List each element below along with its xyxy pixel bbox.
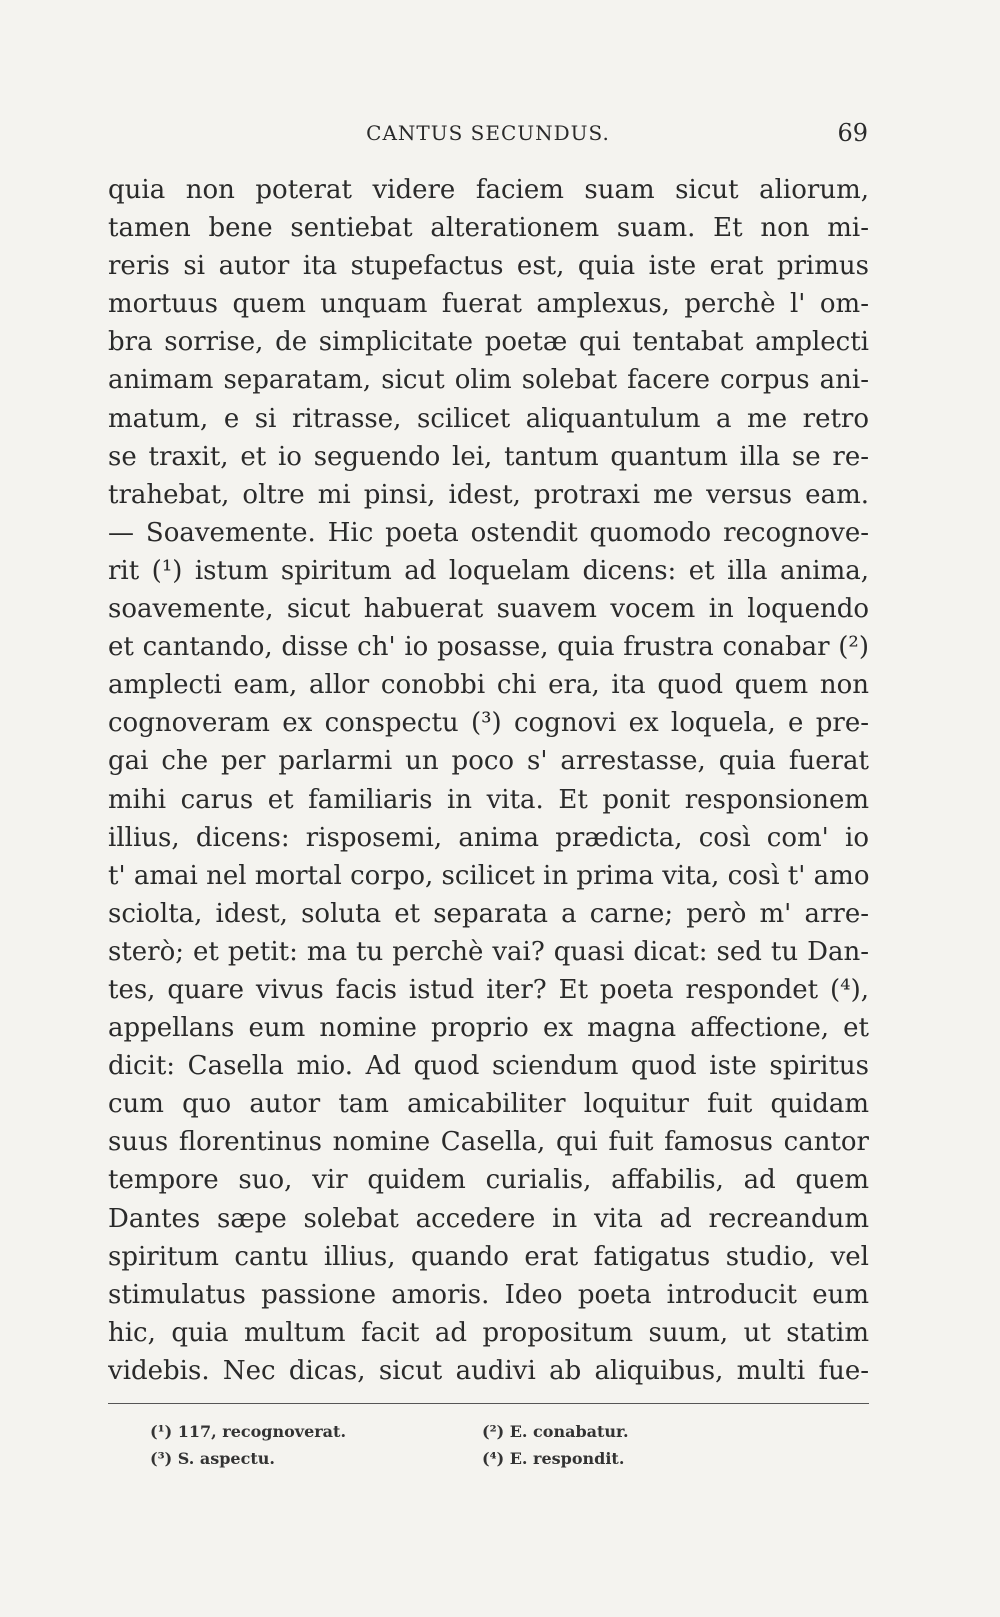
text-line: quia non poterat videre faciem suam sicut aliorum, [108, 175, 869, 205]
text-line: videbis. Nec dicas, sicut audivi ab aliquibus, multi fue- [108, 1355, 869, 1386]
text-line: tamen bene sentiebat alterationem suam. Et non mi- [108, 213, 869, 244]
text-line: stimulatus passione amoris. Ideo poeta introducit eum [108, 1279, 869, 1310]
text-line: tes, quare vivus facis istud iter? Et poeta respondet (⁴), [108, 974, 869, 1005]
text-line: sterò; et petit: ma tu perchè vai? quasi dicat: sed tu Dan- [108, 936, 869, 967]
text-line: hic, quia multum facit ad propositum suum, ut statim [108, 1317, 869, 1348]
text-line: — Soavemente. Hic poeta ostendit quomodo recognove- [108, 517, 869, 548]
footnote-1: (¹) 117, recognoverat. [150, 1422, 347, 1441]
text-line: cognoveram ex conspectu (³) cognovi ex loquela, e pre- [108, 708, 869, 739]
footnote-row [150, 1418, 850, 1445]
text-line: se traxit, et io seguendo lei, tantum quantum illa se re- [108, 441, 869, 472]
page-number: 69 [837, 119, 868, 147]
footnotes [150, 1418, 850, 1472]
text-line: et cantando, disse ch' io posasse, quia frustra conabar (²) [108, 632, 869, 663]
text-line: Dantes sæpe solebat accedere in vita ad recreandum [108, 1203, 869, 1234]
text-line: suus florentinus nomine Casella, qui fuit famosus cantor [108, 1127, 869, 1158]
text-line: cum quo autor tam amicabiliter loquitur fuit quidam [108, 1089, 869, 1120]
footnote-row [150, 1445, 850, 1472]
text-line: appellans eum nomine proprio ex magna affectione, et [108, 1013, 869, 1044]
text-line: mihi carus et familiaris in vita. Et ponit responsionem [108, 784, 869, 815]
text-line: animam separatam, sicut olim solebat facere corpus ani- [108, 365, 869, 396]
text-line: tempore suo, vir quidem curialis, affabilis, ad quem [108, 1165, 869, 1196]
text-line: reris si autor ita stupefactus est, quia iste erat primus [108, 251, 869, 282]
text-line: illius, dicens: risposemi, anima prædicta, così com' io [108, 822, 869, 853]
text-line: bra sorrise, de simplicitate poetæ qui tentabat amplecti [108, 327, 869, 358]
text-line: dicit: Casella mio. Ad quod sciendum quod iste spiritus [108, 1051, 869, 1082]
footnote-rule [108, 1403, 869, 1404]
text-line: mortuus quem unquam fuerat amplexus, perchè l' om- [108, 289, 869, 320]
page-header [108, 121, 868, 151]
text-line: sciolta, idest, soluta et separata a carne; però m' arre- [108, 898, 869, 929]
body-text [108, 171, 869, 1390]
text-line: trahebat, oltre mi pinsi, idest, protraxi me versus eam. [108, 479, 869, 510]
footnote-4: (⁴) E. respondit. [482, 1449, 625, 1468]
text-line: rit (¹) istum spiritum ad loquelam dicens: et illa anima, [108, 555, 869, 586]
text-line: gai che per parlarmi un poco s' arrestasse, quia fuerat [108, 746, 869, 777]
footnote-2: (²) E. conabatur. [482, 1422, 629, 1441]
running-head: CANTUS SECUNDUS. [366, 121, 610, 145]
text-line: spiritum cantu illius, quando erat fatigatus studio, vel [108, 1241, 869, 1272]
text-line: soavemente, sicut habuerat suavem vocem in loquendo [108, 594, 869, 625]
text-line: matum, e si ritrasse, scilicet aliquantulum a me retro [108, 403, 869, 434]
text-line: amplecti eam, allor conobbi chi era, ita quod quem non [108, 670, 869, 701]
footnote-3: (³) S. aspectu. [150, 1449, 275, 1468]
text-line: t' amai nel mortal corpo, scilicet in prima vita, così t' amo [108, 860, 869, 891]
